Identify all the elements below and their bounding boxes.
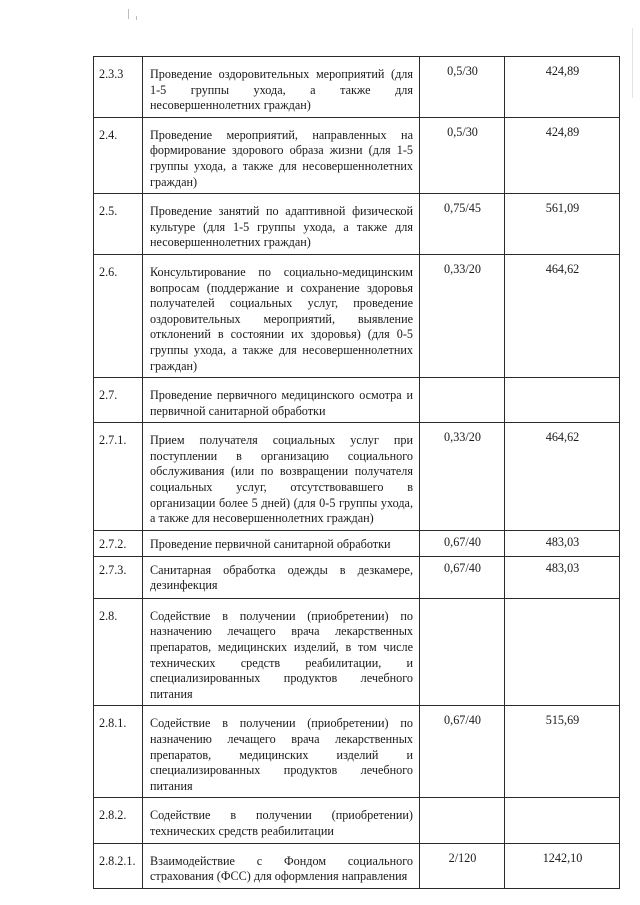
time-norm xyxy=(420,598,505,706)
table-row xyxy=(94,378,620,423)
row-number: 2.8. xyxy=(94,598,143,706)
service-name: Проведение занятий по адаптивной физической культуре (для 1-5 группы ухода, а также для несовершеннолетних граждан) xyxy=(143,194,420,255)
row-number: 2.7.1. xyxy=(94,423,143,531)
row-number: 2.8.2.1. xyxy=(94,843,143,888)
row-number: 2.5. xyxy=(94,194,143,255)
table-row xyxy=(94,254,620,377)
table-row xyxy=(94,843,620,888)
table-row xyxy=(94,556,620,598)
service-price: 483,03 xyxy=(505,556,620,598)
service-name: Санитарная обработка одежды в дезкамере, дезинфекция xyxy=(143,556,420,598)
table-row xyxy=(94,57,620,118)
service-price: 464,62 xyxy=(505,254,620,377)
service-name: Прием получателя социальных услуг при поступлении в организацию социального обслуживания (или по возвращении получателя социальных услуг, отсутствовавшего в организации более 5 дней) (для 0-5 группы ухода, а также для несовершеннолетних граждан) xyxy=(143,423,420,531)
service-price xyxy=(505,378,620,423)
table-row xyxy=(94,798,620,843)
service-name: Содействие в получении (приобретении) по назначению лечащего врача лекарственных препаратов, медицинских изделий и специализированных продуктов лечебного питания xyxy=(143,706,420,798)
services-table xyxy=(93,56,620,889)
service-name: Проведение первичного медицинского осмотра и первичной санитарной обработки xyxy=(143,378,420,423)
service-price: 424,89 xyxy=(505,117,620,193)
service-name: Взаимодействие с Фондом социального страхования (ФСС) для оформления направления xyxy=(143,843,420,888)
row-number: 2.8.1. xyxy=(94,706,143,798)
service-name: Проведение оздоровительных мероприятий (для 1-5 группы ухода, а также для несовершеннолетних граждан) xyxy=(143,57,420,118)
table-row xyxy=(94,194,620,255)
service-name: Консультирование по социально-медицинским вопросам (поддержание и сохранение здоровья получателей социальных услуг, проведение оздоровительных мероприятий, выявление отклонений в состоянии их здоровья) (для 0-5 группы ухода, а также для несовершеннолетних граждан) xyxy=(143,254,420,377)
service-price xyxy=(505,798,620,843)
table-row xyxy=(94,530,620,556)
time-norm: 0,5/30 xyxy=(420,117,505,193)
service-name: Содействие в получении (приобретении) по назначению лечащего врача лекарственных препаратов, медицинских изделий, в том числе технических средств реабилитации, и специализированных продуктов лечебного питания xyxy=(143,598,420,706)
table-row xyxy=(94,706,620,798)
time-norm xyxy=(420,378,505,423)
time-norm: 0,33/20 xyxy=(420,254,505,377)
table-row xyxy=(94,117,620,193)
service-price: 464,62 xyxy=(505,423,620,531)
service-name: Проведение мероприятий, направленных на формирование здорового образа жизни (для 1-5 группы ухода, а также для несовершеннолетних граждан) xyxy=(143,117,420,193)
time-norm: 0,33/20 xyxy=(420,423,505,531)
service-name: Содействие в получении (приобретении) технических средств реабилитации xyxy=(143,798,420,843)
service-price: 424,89 xyxy=(505,57,620,118)
time-norm: 0,67/40 xyxy=(420,706,505,798)
table-row xyxy=(94,423,620,531)
service-price: 561,09 xyxy=(505,194,620,255)
service-price xyxy=(505,598,620,706)
time-norm: 0,67/40 xyxy=(420,530,505,556)
scan-edge-shadow xyxy=(632,28,633,98)
row-number: 2.7.2. xyxy=(94,530,143,556)
row-number: 2.6. xyxy=(94,254,143,377)
time-norm xyxy=(420,798,505,843)
service-price: 483,03 xyxy=(505,530,620,556)
row-number: 2.7. xyxy=(94,378,143,423)
row-number: 2.8.2. xyxy=(94,798,143,843)
table-row xyxy=(94,598,620,706)
service-name: Проведение первичной санитарной обработки xyxy=(143,530,420,556)
service-price: 1242,10 xyxy=(505,843,620,888)
time-norm: 0,67/40 xyxy=(420,556,505,598)
time-norm: 0,75/45 xyxy=(420,194,505,255)
time-norm: 2/120 xyxy=(420,843,505,888)
row-number: 2.7.3. xyxy=(94,556,143,598)
row-number: 2.3.3 xyxy=(94,57,143,118)
scan-mark xyxy=(128,9,129,19)
row-number: 2.4. xyxy=(94,117,143,193)
scan-mark xyxy=(136,16,137,20)
service-price: 515,69 xyxy=(505,706,620,798)
time-norm: 0,5/30 xyxy=(420,57,505,118)
